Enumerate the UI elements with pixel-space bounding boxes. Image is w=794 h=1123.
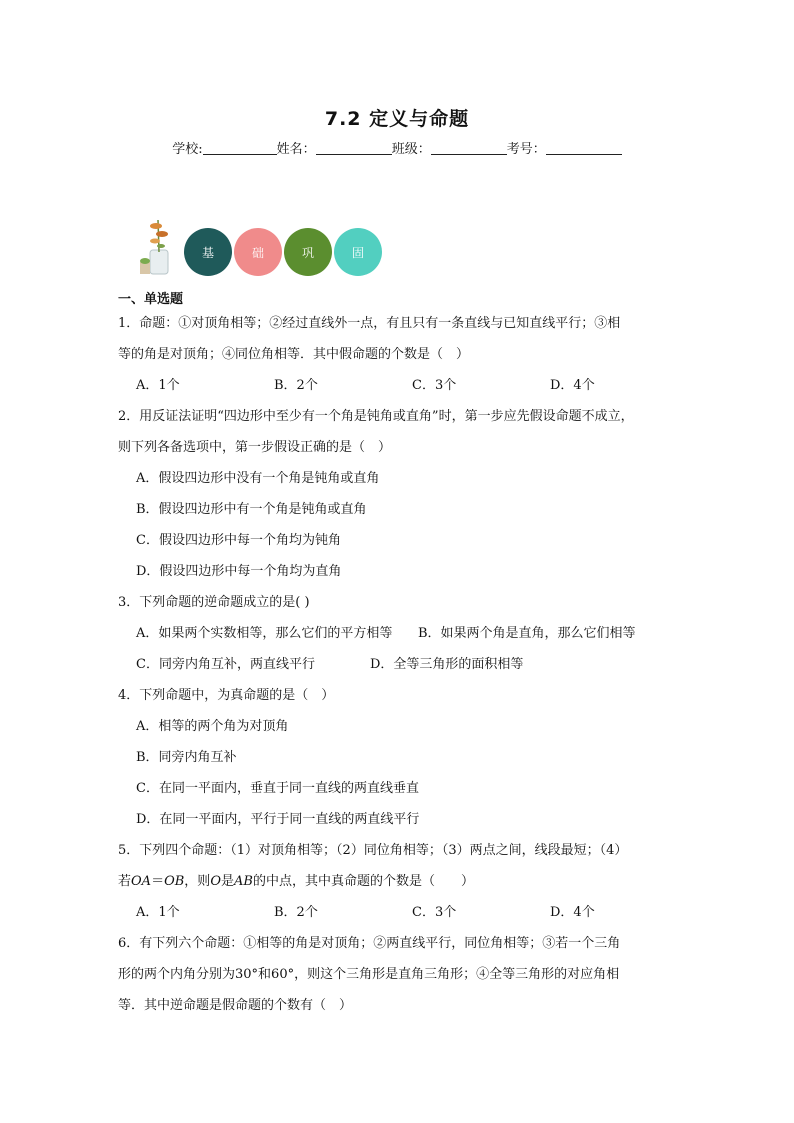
question-list [118,308,678,1021]
question-text: 1．命题：①对顶角相等；②经过直线外一点，有且只有一条直线与已知直线平行；③相 [118,316,621,331]
option-b[interactable]: B．假设四边形中有一个角是钝角或直角 [136,502,367,517]
option-b[interactable]: B．2个 [274,905,318,920]
option-a[interactable]: A．1个 [136,378,180,393]
question-text: 5．下列四个命题：（1）对顶角相等；（2）同位角相等；（3）两点之间，线段最短；（4） [118,843,628,858]
option-d[interactable]: D．在同一平面内，平行于同一直线的两直线平行 [136,812,420,827]
school-blank [203,142,277,155]
option-c[interactable]: C．3个 [412,905,457,920]
option-a[interactable]: A．1个 [136,905,180,920]
question-4 [118,680,678,835]
option-d[interactable]: D．假设四边形中每一个角均为直角 [136,564,342,579]
question-text: 若OA＝OB，则O是AB的中点，其中真命题的个数是（ ） [118,874,474,889]
question-text: 6．有下列六个命题：①相等的角是对顶角；②两直线平行，同位角相等；③若一个三角 [118,936,621,951]
option-a[interactable]: A．如果两个实数相等，那么它们的平方相等 [136,626,393,641]
option-b[interactable]: B．同旁内角互补 [136,750,237,765]
student-info-line [0,138,794,157]
option-c[interactable]: C．同旁内角互补，两直线平行 [136,657,315,672]
option-d[interactable]: D．4个 [550,905,595,920]
question-text: 等的角是对顶角；④同位角相等．其中假命题的个数是（ ） [118,347,470,362]
school-label: 学校: [172,142,203,157]
banner-circle-2: 础 [234,228,282,276]
options-row [118,370,678,401]
question-text: 形的两个内角分别为30°和60°，则这个三角形是直角三角形；④全等三角形的对应角相 [118,967,620,982]
question-text: 4．下列命题中，为真命题的是（ ） [118,688,335,703]
math-var: AB [234,874,253,889]
section-title: 一、单选题 [118,292,184,307]
options-row [118,618,678,649]
options-row [118,897,678,928]
question-text: 2．用反证法证明“四边形中至少有一个角是钝角或直角”时，第一步应先假设命题不成立， [118,409,634,424]
exam-no-blank [546,142,622,155]
question-text: 3．下列命题的逆命题成立的是( ) [118,595,310,610]
options-row [118,649,678,680]
option-c[interactable]: C．在同一平面内，垂直于同一直线的两直线垂直 [136,781,419,796]
option-d[interactable]: D．4个 [550,378,595,393]
banner-circle-1: 基 [184,228,232,276]
option-c[interactable]: C．3个 [412,378,457,393]
math-var: O [210,874,221,889]
name-label: 姓名： [276,142,316,157]
potted-plant-icon [138,216,178,276]
option-d[interactable]: D．全等三角形的面积相等 [370,657,524,672]
question-3 [118,587,678,680]
question-6 [118,928,678,1021]
name-blank [316,142,392,155]
math-var: OA [131,874,152,889]
page-title: 7.2 定义与命题 [324,108,470,130]
banner-circle-3: 巩 [284,228,332,276]
exam-no-label: 考号： [506,142,546,157]
banner-circle-4: 固 [334,228,382,276]
question-5 [118,835,678,928]
question-2 [118,401,678,587]
class-blank [431,142,507,155]
math-var: OB [164,874,185,889]
class-label: 班级： [391,142,431,157]
option-a[interactable]: A．相等的两个角为对顶角 [136,719,289,734]
question-text: 等．其中逆命题是假命题的个数有（ ） [118,998,353,1013]
section-banner [134,216,394,280]
option-a[interactable]: A．假设四边形中没有一个角是钝角或直角 [136,471,380,486]
option-b[interactable]: B．如果两个角是直角，那么它们相等 [418,626,636,641]
option-c[interactable]: C．假设四边形中每一个角均为钝角 [136,533,341,548]
option-b[interactable]: B．2个 [274,378,318,393]
question-text: 则下列各备选项中，第一步假设正确的是（ ） [118,440,392,455]
question-1 [118,308,678,401]
